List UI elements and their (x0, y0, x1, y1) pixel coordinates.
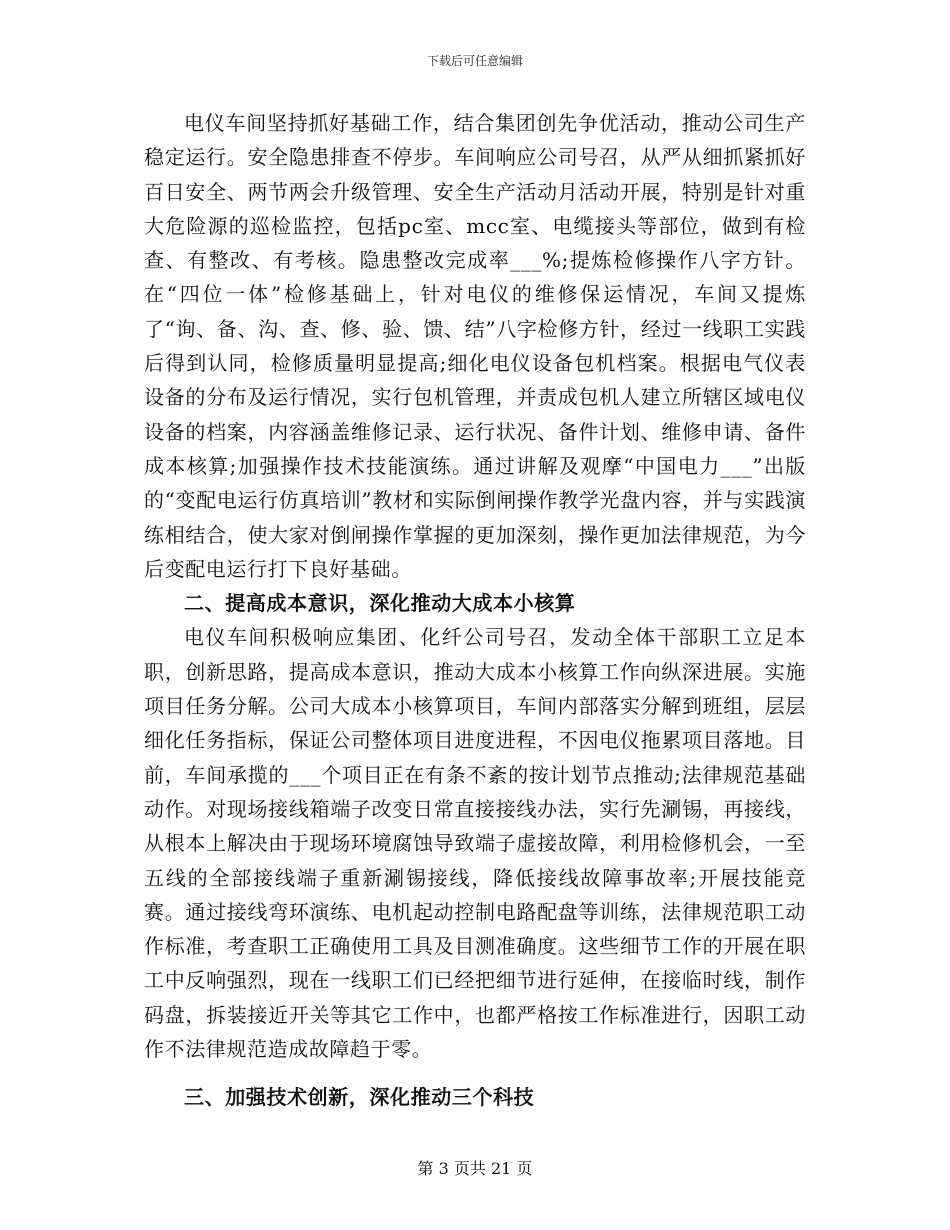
paragraph-2: 电仪车间积极响应集团、化纤公司号召，发动全体干部职工立足本职，创新思路，提高成本意识，推动大成本小核算工作向纵深进展。实施项目任务分解。公司大成本小核算项目，车间内部落实分解到班组，层层细化任务指标，保证公司整体项目进度进程，不因电仪拖累项目落地。目前，车间承揽的___个项目正在有条不紊的按计划节点推动;法律规范基础动作。对现场接线箱端子改变日常直接接线办法，实行先涮锡，再接线，从根本上解决由于现场环境腐蚀导致端子虚接故障，利用检修机会，一至五线的全部接线端子重新涮锡接线，降低接线故障事故率;开展技能竞赛。通过接线弯环演练、电机起动控制电路配盘等训练，法律规范职工动作标准，考查职工正确使用工具及目测准确度。这些细节工作的开展在职工中反响强烈，现在一线职工们已经把细节进行延伸，在接临时线，制作码盘，拆装接近开关等其它工作中，也都严格按工作标准进行，因职工动作不法律规范造成故障趋于零。 (144, 625, 806, 1062)
document-body (144, 106, 806, 1115)
page-footer: 第 3 页共 21 页 (417, 1159, 533, 1178)
section-heading-2: 二、提高成本意识，深化推动大成本小核算 (184, 591, 576, 616)
page-header: 下载后可任意编辑 (426, 54, 523, 68)
paragraph-1: 电仪车间坚持抓好基础工作，结合集团创先争优活动，推动公司生产稳定运行。安全隐患排查不停步。车间响应公司号召，从严从细抓紧抓好百日安全、两节两会升级管理、安全生产活动月活动开展，特别是针对重大危险源的巡检监控，包括pc室、mcc室、电缆接头等部位，做到有检查、有整改、有考核。隐患整改完成率___%;提炼检修操作八字方针。在“四位一体”检修基础上，针对电仪的维修保运情况，车间又提炼了“询、备、沟、查、修、验、馈、结”八字检修方针，经过一线职工实践后得到认同，检修质量明显提高;细化电仪设备包机档案。根据电气仪表设备的分布及运行情况，实行包机管理，并责成包机人建立所辖区域电仪设备的档案，内容涵盖维修记录、运行状况、备件计划、维修申请、备件成本核算;加强操作技术技能演练。通过讲解及观摩“中国电力___”出版的“变配电运行仿真培训”教材和实际倒闸操作教学光盘内容，并与实践演练相结合，使大家对倒闸操作掌握的更加深刻，操作更加法律规范，为今后变配电运行打下良好基础。 (144, 111, 806, 581)
section-heading-3: 三、加强技术创新，深化推动三个科技 (184, 1085, 535, 1110)
